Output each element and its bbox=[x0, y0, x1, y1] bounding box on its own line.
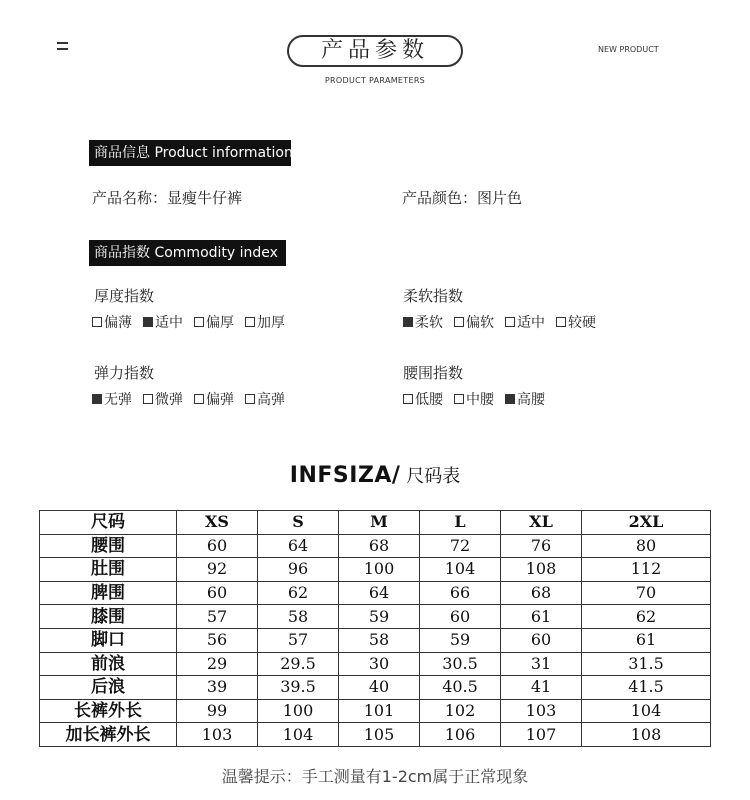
table-row bbox=[40, 605, 711, 629]
table-cell: 61 bbox=[582, 628, 711, 652]
table-cell: 103 bbox=[177, 723, 258, 747]
option-label: 适中 bbox=[517, 315, 545, 331]
page-subtitle: PRODUCT PARAMETERS bbox=[324, 76, 426, 85]
thickness-index-title: 厚度指数 bbox=[94, 287, 155, 305]
table-row bbox=[40, 652, 711, 676]
unchecked-box-icon bbox=[245, 317, 255, 327]
table-row bbox=[40, 628, 711, 652]
table-cell: 104 bbox=[420, 558, 501, 582]
option-label: 加厚 bbox=[257, 315, 285, 331]
table-cell: 76 bbox=[501, 534, 582, 558]
table-cell: 103 bbox=[501, 699, 582, 723]
table-cell: 107 bbox=[501, 723, 582, 747]
table-cell: 60 bbox=[420, 605, 501, 629]
table-row bbox=[40, 558, 711, 582]
unchecked-box-icon bbox=[143, 394, 153, 404]
product-name: 产品名称：显瘦牛仔裤 bbox=[92, 189, 243, 207]
row-label-cell: 膝围 bbox=[40, 605, 177, 629]
option-item bbox=[403, 389, 443, 409]
row-label-cell: 腰围 bbox=[40, 534, 177, 558]
softness-index-title: 柔软指数 bbox=[403, 287, 464, 305]
table-row bbox=[40, 534, 711, 558]
option-item bbox=[454, 389, 494, 409]
table-cell: 30.5 bbox=[420, 652, 501, 676]
option-item bbox=[556, 312, 596, 332]
table-cell: 92 bbox=[177, 558, 258, 582]
table-cell: 31.5 bbox=[582, 652, 711, 676]
option-label: 微弹 bbox=[155, 392, 183, 408]
size-chart-title-en: INFSIZA/ bbox=[289, 463, 401, 488]
table-cell: 60 bbox=[177, 581, 258, 605]
unchecked-box-icon bbox=[194, 317, 204, 327]
table-cell: 62 bbox=[258, 581, 339, 605]
table-cell: M bbox=[339, 511, 420, 535]
table-cell: 61 bbox=[501, 605, 582, 629]
option-item bbox=[245, 312, 285, 332]
table-cell: 57 bbox=[258, 628, 339, 652]
table-cell: 59 bbox=[339, 605, 420, 629]
option-item bbox=[143, 312, 183, 332]
checked-box-icon bbox=[403, 317, 413, 327]
table-cell: 66 bbox=[420, 581, 501, 605]
table-cell: 39.5 bbox=[258, 676, 339, 700]
table-cell: 100 bbox=[258, 699, 339, 723]
table-cell: 72 bbox=[420, 534, 501, 558]
option-label: 中腰 bbox=[466, 392, 494, 408]
row-label-cell: 脚口 bbox=[40, 628, 177, 652]
table-cell: 64 bbox=[339, 581, 420, 605]
option-label: 较硬 bbox=[568, 315, 596, 331]
table-cell: 102 bbox=[420, 699, 501, 723]
unchecked-box-icon bbox=[92, 317, 102, 327]
table-header-row bbox=[40, 511, 711, 535]
option-label: 偏软 bbox=[466, 315, 494, 331]
table-row bbox=[40, 676, 711, 700]
table-cell: 57 bbox=[177, 605, 258, 629]
row-label-cell: 后浪 bbox=[40, 676, 177, 700]
option-item bbox=[92, 312, 132, 332]
table-cell: 62 bbox=[582, 605, 711, 629]
thickness-options bbox=[92, 312, 285, 332]
table-row bbox=[40, 699, 711, 723]
option-item bbox=[194, 389, 234, 409]
option-label: 偏厚 bbox=[206, 315, 234, 331]
table-row bbox=[40, 581, 711, 605]
elasticity-index-title: 弹力指数 bbox=[94, 364, 155, 382]
table-cell: 41 bbox=[501, 676, 582, 700]
table-cell: 41.5 bbox=[582, 676, 711, 700]
unchecked-box-icon bbox=[505, 317, 515, 327]
unchecked-box-icon bbox=[194, 394, 204, 404]
measurement-tip: 温馨提示：手工测量有1-2cm属于正常现象 bbox=[221, 767, 529, 786]
row-label-cell: 肚围 bbox=[40, 558, 177, 582]
table-row bbox=[40, 723, 711, 747]
table-cell: 104 bbox=[582, 699, 711, 723]
option-label: 偏薄 bbox=[104, 315, 132, 331]
table-cell: 40 bbox=[339, 676, 420, 700]
table-cell: 58 bbox=[339, 628, 420, 652]
product-color: 产品颜色：图片色 bbox=[402, 189, 523, 207]
table-cell: 30 bbox=[339, 652, 420, 676]
option-item bbox=[454, 312, 494, 332]
unchecked-box-icon bbox=[454, 317, 464, 327]
option-item bbox=[505, 389, 545, 409]
table-cell: L bbox=[420, 511, 501, 535]
option-item bbox=[194, 312, 234, 332]
size-table bbox=[39, 510, 711, 747]
product-info-label: 商品信息 Product information bbox=[89, 140, 291, 166]
elasticity-options bbox=[92, 389, 285, 409]
option-item bbox=[403, 312, 443, 332]
table-cell: 104 bbox=[258, 723, 339, 747]
row-label-cell: 脾围 bbox=[40, 581, 177, 605]
checked-box-icon bbox=[143, 317, 153, 327]
table-cell: 60 bbox=[501, 628, 582, 652]
unchecked-box-icon bbox=[454, 394, 464, 404]
table-cell: 29.5 bbox=[258, 652, 339, 676]
table-cell: 39 bbox=[177, 676, 258, 700]
table-cell: 112 bbox=[582, 558, 711, 582]
row-label-cell: 尺码 bbox=[40, 511, 177, 535]
size-chart-title-zh: 尺码表 bbox=[400, 466, 461, 487]
new-product-tag: NEW PRODUCT bbox=[598, 45, 659, 54]
table-cell: 59 bbox=[420, 628, 501, 652]
waist-index-title: 腰围指数 bbox=[403, 364, 464, 382]
table-cell: 80 bbox=[582, 534, 711, 558]
table-cell: 56 bbox=[177, 628, 258, 652]
table-cell: 31 bbox=[501, 652, 582, 676]
table-cell: 108 bbox=[582, 723, 711, 747]
option-item bbox=[245, 389, 285, 409]
table-cell: S bbox=[258, 511, 339, 535]
option-item bbox=[92, 389, 132, 409]
option-item bbox=[143, 389, 183, 409]
table-cell: 64 bbox=[258, 534, 339, 558]
waist-options bbox=[403, 389, 545, 409]
table-cell: 99 bbox=[177, 699, 258, 723]
option-item bbox=[505, 312, 545, 332]
checked-box-icon bbox=[92, 394, 102, 404]
row-label-cell: 长裤外长 bbox=[40, 699, 177, 723]
table-cell: 68 bbox=[339, 534, 420, 558]
option-label: 适中 bbox=[155, 315, 183, 331]
commodity-index-label: 商品指数 Commodity index bbox=[89, 240, 286, 266]
table-cell: 70 bbox=[582, 581, 711, 605]
softness-options bbox=[403, 312, 596, 332]
row-label-cell: 加长裤外长 bbox=[40, 723, 177, 747]
row-label-cell: 前浪 bbox=[40, 652, 177, 676]
page-title: 产品参数 bbox=[287, 35, 463, 67]
table-cell: 100 bbox=[339, 558, 420, 582]
table-cell: 40.5 bbox=[420, 676, 501, 700]
checked-box-icon bbox=[505, 394, 515, 404]
table-cell: 105 bbox=[339, 723, 420, 747]
table-cell: 68 bbox=[501, 581, 582, 605]
table-cell: 60 bbox=[177, 534, 258, 558]
table-cell: 101 bbox=[339, 699, 420, 723]
option-label: 高腰 bbox=[517, 392, 545, 408]
table-cell: 106 bbox=[420, 723, 501, 747]
option-label: 偏弹 bbox=[206, 392, 234, 408]
table-cell: 2XL bbox=[582, 511, 711, 535]
option-label: 无弹 bbox=[104, 392, 132, 408]
table-cell: 58 bbox=[258, 605, 339, 629]
table-cell: 108 bbox=[501, 558, 582, 582]
option-label: 高弹 bbox=[257, 392, 285, 408]
table-cell: XL bbox=[501, 511, 582, 535]
size-chart-title bbox=[0, 462, 750, 488]
option-label: 低腰 bbox=[415, 392, 443, 408]
table-cell: 29 bbox=[177, 652, 258, 676]
unchecked-box-icon bbox=[245, 394, 255, 404]
table-cell: 96 bbox=[258, 558, 339, 582]
unchecked-box-icon bbox=[556, 317, 566, 327]
hamburger-icon[interactable] bbox=[57, 42, 68, 52]
unchecked-box-icon bbox=[403, 394, 413, 404]
option-label: 柔软 bbox=[415, 315, 443, 331]
table-cell: XS bbox=[177, 511, 258, 535]
